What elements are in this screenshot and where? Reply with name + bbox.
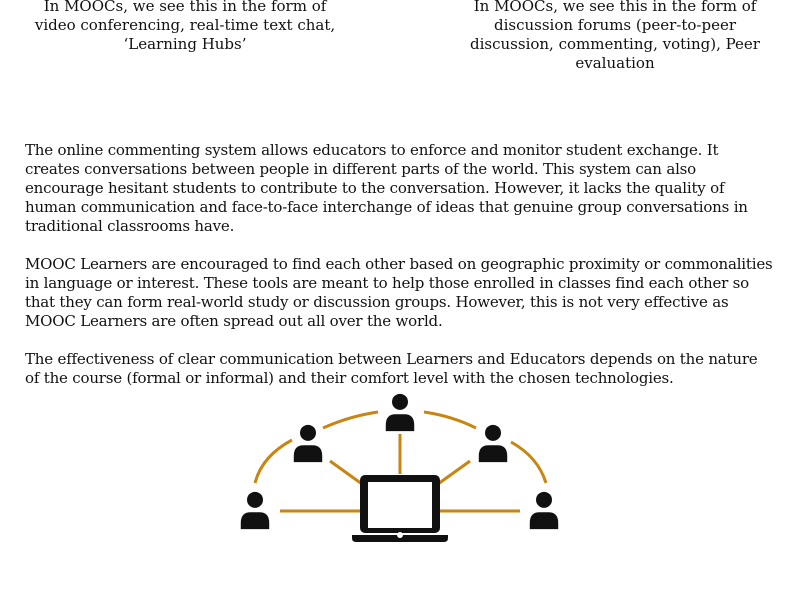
arc-left-upper [323,412,378,428]
learner-network-graphic [0,380,800,560]
arc-right-upper [424,412,476,428]
paragraph-commenting-system: The online commenting system allows educators to enforce and monitor student exchange. It creates conversations between people in different parts of the world. This system can also encourage hesitant students to contribute to the conversation. However, it lacks the quality of human communication and face-to-face interchange of ideas that genuine group conversations in traditional classrooms have. [25,141,748,235]
person-icon [479,425,507,462]
paragraph-communication-effectiveness: The effectiveness of clear communication between Learners and Educators depends on the nature of the course (formal or informal) and their comfort level with the chosen technologies. [25,350,758,387]
spoke-upper-right [438,461,470,484]
laptop-icon [352,475,448,542]
person-icon [241,492,269,529]
person-icon [530,492,558,529]
caption-video-conferencing: In MOOCs, we see this in the form of video conferencing, real-time text chat, ‘Learning Hubs’ [34,0,336,53]
caption-discussion-forums: In MOOCs, we see this in the form of discussion forums (peer-to-peer discussion, commenting, voting), Peer evaluation [470,0,760,72]
arc-left-lower [255,440,292,483]
person-icon [386,394,414,431]
spoke-upper-left [330,461,362,484]
paragraph-finding-learners: MOOC Learners are encouraged to find each other based on geographic proximity or commonalities in language or interest. These tools are meant to help those enrolled in classes find each other so that they can form real-world study or discussion groups. However, this is not very effective as MOOC Learners are often spread out all over the world. [25,255,773,330]
article-body [25,141,775,407]
arc-right-lower [511,442,546,483]
person-icon [294,425,322,462]
